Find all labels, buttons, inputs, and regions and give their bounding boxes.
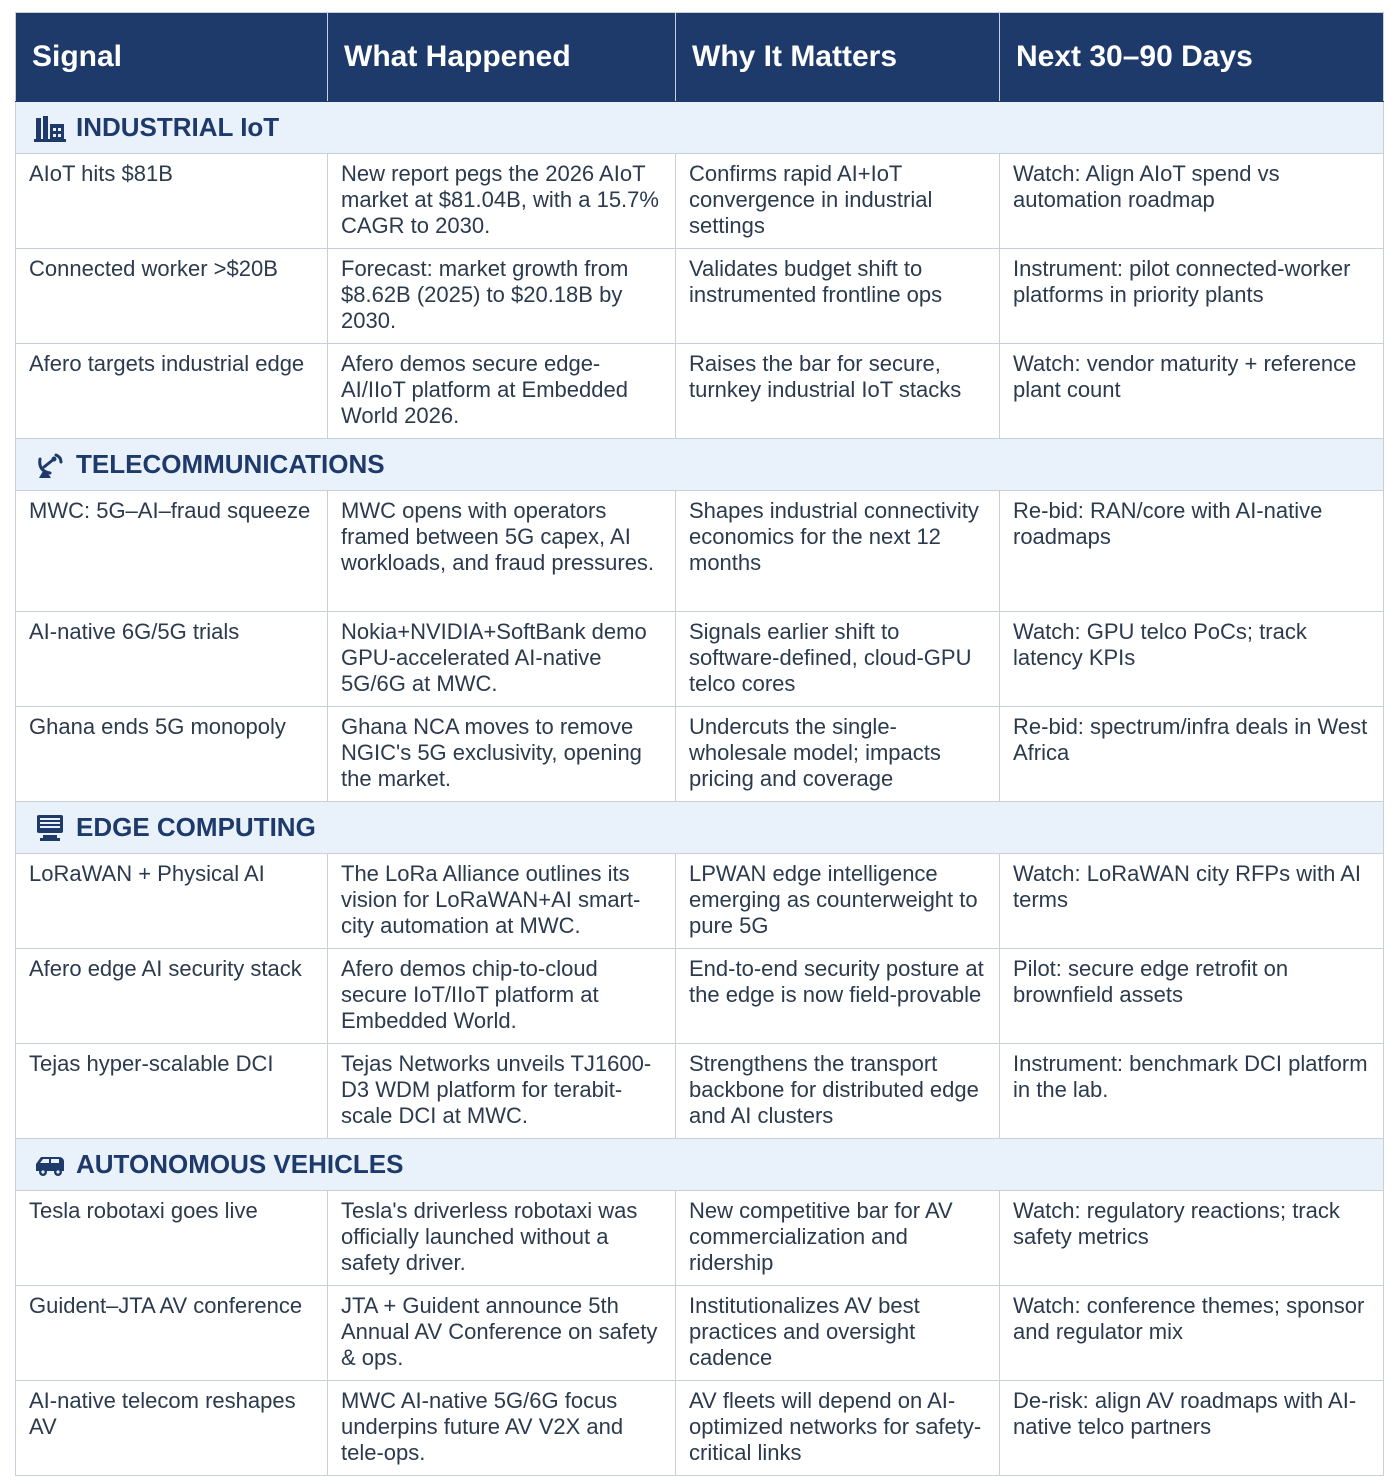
what-happened-cell: New report pegs the 2026 AIoT market at $81.04B, with a 15.7% CAGR to 2030.: [328, 154, 676, 249]
table-row: [16, 491, 1384, 612]
signal-cell: Afero edge AI security stack: [16, 949, 328, 1044]
table-row: [16, 1286, 1384, 1381]
why-it-matters-cell: Confirms rapid AI+IoT convergence in industrial settings: [676, 154, 1000, 249]
what-happened-cell: Afero demos chip-to-cloud secure IoT/IIoT platform at Embedded World.: [328, 949, 676, 1044]
section-row-edge-computing: [16, 802, 1384, 854]
section-title: EDGE COMPUTING: [76, 812, 316, 842]
what-happened-cell: MWC AI-native 5G/6G focus underpins future AV V2X and tele-ops.: [328, 1381, 676, 1476]
table-row: [16, 854, 1384, 949]
signal-cell: LoRaWAN + Physical AI: [16, 854, 328, 949]
why-it-matters-cell: End-to-end security posture at the edge is now field-provable: [676, 949, 1000, 1044]
next-days-cell: Watch: Align AIoT spend vs automation roadmap: [1000, 154, 1384, 249]
signal-cell: Guident–JTA AV conference: [16, 1286, 328, 1381]
next-days-cell: Watch: conference themes; sponsor and regulator mix: [1000, 1286, 1384, 1381]
signal-cell: AI-native 6G/5G trials: [16, 612, 328, 707]
what-happened-cell: Afero demos secure edge-AI/IIoT platform at Embedded World 2026.: [328, 344, 676, 439]
what-happened-cell: Nokia+NVIDIA+SoftBank demo GPU-accelerated AI-native 5G/6G at MWC.: [328, 612, 676, 707]
section-title: INDUSTRIAL IoT: [76, 112, 280, 142]
table-row: [16, 707, 1384, 802]
why-it-matters-cell: Institutionalizes AV best practices and oversight cadence: [676, 1286, 1000, 1381]
table-row: [16, 612, 1384, 707]
what-happened-cell: The LoRa Alliance outlines its vision for LoRaWAN+AI smart-city automation at MWC.: [328, 854, 676, 949]
signal-cell: Tejas hyper-scalable DCI: [16, 1044, 328, 1139]
signal-cell: Tesla robotaxi goes live: [16, 1191, 328, 1286]
why-it-matters-cell: Shapes industrial connectivity economics for the next 12 months: [676, 491, 1000, 612]
why-it-matters-cell: Signals earlier shift to software-defined, cloud-GPU telco cores: [676, 612, 1000, 707]
server-icon: [34, 814, 66, 842]
column-header-next-days: Next 30–90 Days: [1000, 13, 1384, 102]
why-it-matters-cell: Undercuts the single-wholesale model; impacts pricing and coverage: [676, 707, 1000, 802]
table-row: [16, 949, 1384, 1044]
section-row-autonomous-vehicles: [16, 1139, 1384, 1191]
signal-cell: MWC: 5G–AI–fraud squeeze: [16, 491, 328, 612]
signal-cell: AI-native telecom reshapes AV: [16, 1381, 328, 1476]
why-it-matters-cell: Raises the bar for secure, turnkey industrial IoT stacks: [676, 344, 1000, 439]
next-days-cell: Pilot: secure edge retrofit on brownfield assets: [1000, 949, 1384, 1044]
table-row: [16, 1381, 1384, 1476]
header-row: [16, 13, 1384, 102]
why-it-matters-cell: New competitive bar for AV commercialization and ridership: [676, 1191, 1000, 1286]
why-it-matters-cell: AV fleets will depend on AI-optimized networks for safety-critical links: [676, 1381, 1000, 1476]
next-days-cell: Watch: LoRaWAN city RFPs with AI terms: [1000, 854, 1384, 949]
section-row-telecommunications: [16, 439, 1384, 491]
what-happened-cell: Ghana NCA moves to remove NGIC's 5G exclusivity, opening the market.: [328, 707, 676, 802]
car-icon: [34, 1151, 66, 1179]
signals-table: [15, 12, 1384, 1476]
table-row: [16, 154, 1384, 249]
next-days-cell: Watch: vendor maturity + reference plant count: [1000, 344, 1384, 439]
table-row: [16, 249, 1384, 344]
column-header-why-it-matters: Why It Matters: [676, 13, 1000, 102]
what-happened-cell: JTA + Guident announce 5th Annual AV Conference on safety & ops.: [328, 1286, 676, 1381]
next-days-cell: De-risk: align AV roadmaps with AI-native telco partners: [1000, 1381, 1384, 1476]
next-days-cell: Instrument: benchmark DCI platform in the lab.: [1000, 1044, 1384, 1139]
next-days-cell: Watch: regulatory reactions; track safety metrics: [1000, 1191, 1384, 1286]
what-happened-cell: Tejas Networks unveils TJ1600-D3 WDM platform for terabit-scale DCI at MWC.: [328, 1044, 676, 1139]
table-row: [16, 344, 1384, 439]
column-header-what-happened: What Happened: [328, 13, 676, 102]
signal-cell: AIoT hits $81B: [16, 154, 328, 249]
table-row: [16, 1191, 1384, 1286]
signal-cell: Afero targets industrial edge: [16, 344, 328, 439]
section-title: AUTONOMOUS VEHICLES: [76, 1149, 404, 1179]
what-happened-cell: Forecast: market growth from $8.62B (2025) to $20.18B by 2030.: [328, 249, 676, 344]
signal-cell: Connected worker >$20B: [16, 249, 328, 344]
section-row-industrial-iot: [16, 102, 1384, 154]
column-header-signal: Signal: [16, 13, 328, 102]
signal-cell: Ghana ends 5G monopoly: [16, 707, 328, 802]
factory-icon: [34, 114, 66, 142]
section-title: TELECOMMUNICATIONS: [76, 449, 385, 479]
satellite-dish-icon: [34, 451, 66, 479]
table-row: [16, 1044, 1384, 1139]
what-happened-cell: Tesla's driverless robotaxi was officially launched without a safety driver.: [328, 1191, 676, 1286]
why-it-matters-cell: LPWAN edge intelligence emerging as counterweight to pure 5G: [676, 854, 1000, 949]
why-it-matters-cell: Strengthens the transport backbone for distributed edge and AI clusters: [676, 1044, 1000, 1139]
next-days-cell: Instrument: pilot connected-worker platforms in priority plants: [1000, 249, 1384, 344]
what-happened-cell: MWC opens with operators framed between 5G capex, AI workloads, and fraud pressures.: [328, 491, 676, 612]
why-it-matters-cell: Validates budget shift to instrumented frontline ops: [676, 249, 1000, 344]
next-days-cell: Re-bid: RAN/core with AI-native roadmaps: [1000, 491, 1384, 612]
next-days-cell: Watch: GPU telco PoCs; track latency KPIs: [1000, 612, 1384, 707]
next-days-cell: Re-bid: spectrum/infra deals in West Africa: [1000, 707, 1384, 802]
